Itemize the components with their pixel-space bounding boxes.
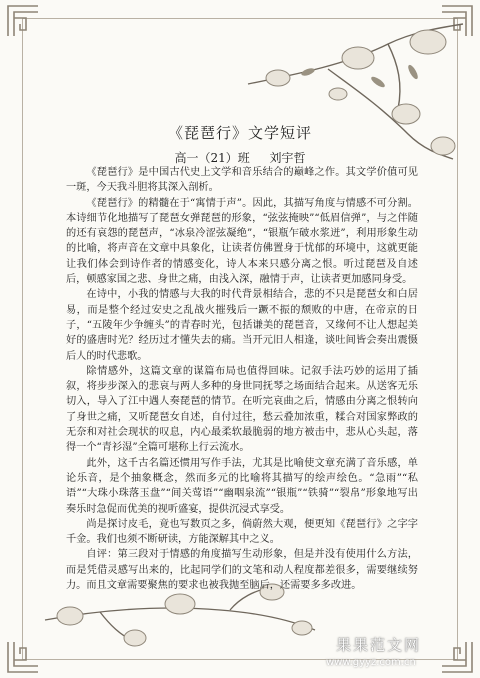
paragraph: 自评：第三段对于情感的角度描写生动形象，但是并没有使用什么方法，而是凭借灵感写出来的，比起同学们的文笔和动人程度都差很多，需要继续努力。而且文章需要聚焦的要求也被我抛至脑后，还需要多多改进。	[66, 549, 418, 592]
paragraph: 《琵琶行》是中国古代史上文学和音乐结合的巅峰之作。其文学价值可见一斑，今天我斗胆将其深入剖析。	[66, 167, 418, 194]
watermark-site-name: 果果范文网	[336, 636, 422, 654]
paragraph: 在诗中，小我的情感与大我的时代背景相结合，悲的不只是琵琶女和白居易，而是整个经过安史之乱战火摧残后一蹶不振的颓败的中唐，在帝京的日子，“五陵年少争缠头”的青春时光，包括谦美的琵琶音，又缘何不让人想起美好的盛唐时光？经历过才懂失去的痛。当开元旧人相逢，谈吐间皆会奏出震慑后人的时代悲歌。	[66, 289, 418, 362]
site-watermark	[316, 634, 476, 674]
page-title: 《琵琶行》文学短评	[167, 124, 312, 142]
paragraph: 此外，这千古名篇还惯用写作手法，尤其是比喻使文章充满了音乐感，单论乐音，是个抽象概念，然而多元的比喻将其描写的绘声绘色。“急雨”“私语”“大珠小珠落玉盘”“间关莺语”“幽咽泉流”“银瓶”“铁骑”“裂帛”形象地写出奏乐时急促而优美的视听盛宴，提供沉浸式享受。	[66, 457, 418, 515]
class-label: 高一（21）班	[174, 151, 250, 165]
watermark-url: www.gyyz.com.cn	[326, 657, 416, 668]
paragraph: 尚是探讨皮毛，竟也写数页之多，倘蔚然大观，便更知《琵琶行》之字字千金。我们也须不断研读，方能深解其中之义。	[66, 518, 418, 546]
corner-ornament-icon	[6, 4, 40, 38]
corner-ornament-icon	[6, 640, 40, 674]
paragraph: 除情感外，这篇文章的谋篇布局也值得回味。记叙手法巧妙的运用了插叙，将步步深入的悲哀与两人多种的身世同抚琴之场面结合起来。从送客无乐切入，导入了江中遇人奏琵琶的情节。在听完哀曲之后，情感由分离之恨转向了身世之痛，又听琵琶女自述，自付过往，愁云叠加浓重，糅合对国家弊政的无奈和对社会现状的叹息，内心最柔软最脆弱的地方被击中，悲从心头起，落得一个“青衫湿”全篇可堪称上行云流水。	[66, 365, 418, 454]
essay-body	[66, 165, 418, 593]
author-name: 刘宇哲	[269, 151, 306, 165]
byline	[0, 149, 480, 166]
paragraph: 《琵琶行》的精髓在于“寓情于声”。因此，其描写角度与情感不可分割。本诗细节化地描写了琵琶女弹琵琶的形象，“弦弦掩映”“低眉信弹”，与之伴随的还有哀怨的琵琶声，“冰泉冷涩弦凝绝”，“银瓶乍破水浆迸”，利用形象生动的比喻，将声音在文章中具象化，让读者仿佛置身于忧郁的环境中，这就更能让我们体会到诗作者的情感变化，诗人本来只感分离之恨。听过琵琶及自述后，顿感家国之悲、身世之痛，由浅入深，融情于声，让读者更加感同身受。	[66, 197, 418, 286]
